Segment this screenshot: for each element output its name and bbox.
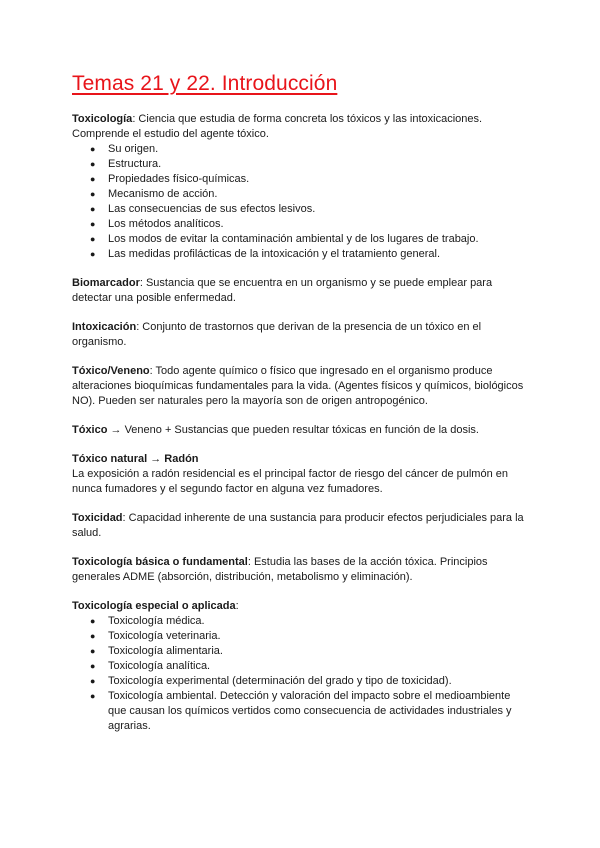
definition-toxicidad xyxy=(72,511,528,541)
definition-text: → Veneno + Sustancias que pueden resultar tóxicas en función de la dosis. xyxy=(107,424,479,436)
term-label: Toxicología básica o fundamental xyxy=(72,556,248,568)
definition-biomarcador xyxy=(72,276,528,306)
list-item: ● Las consecuencias de sus efectos lesivos. xyxy=(108,202,528,217)
term-label: Tóxico natural → Radón xyxy=(72,453,199,465)
list-item: ● Toxicología ambiental. Detección y valoración del impacto sobre el medioambiente que causan los químicos vertidos como consecuencia de actividades industriales y agrarias. xyxy=(108,689,528,734)
term-label: Tóxico/Veneno xyxy=(72,365,150,377)
term-label: Toxicidad xyxy=(72,512,123,524)
term-label: Toxicología especial o aplicada xyxy=(72,600,236,612)
definition-text: : Todo agente químico o físico que ingresado en el organismo produce alteraciones bioquímicas fundamentales para la vida. (Agentes físicos y químicos, biológicos NO). Pueden ser naturales pero la mayoría son de origen antropogénico. xyxy=(72,365,524,407)
definition-toxicologia xyxy=(72,112,528,142)
list-item: ● Mecanismo de acción. xyxy=(108,187,528,202)
definition-text: La exposición a radón residencial es el principal factor de riesgo del cáncer de pulmón en nunca fumadores y el segundo factor en alguna vez fumadores. xyxy=(72,468,508,495)
term-label: Toxicología xyxy=(72,113,133,125)
list-item: ● Los modos de evitar la contaminación ambiental y de los lugares de trabajo. xyxy=(108,232,528,247)
list-item: ● Su origen. xyxy=(108,142,528,157)
definition-text: : Conjunto de trastornos que derivan de la presencia de un tóxico en el organismo. xyxy=(72,321,482,348)
list-item: ● Propiedades físico-químicas. xyxy=(108,172,528,187)
term-label: Intoxicación xyxy=(72,321,137,333)
document-body xyxy=(72,112,528,748)
definition-text: : Ciencia que estudia de forma concreta los tóxicos y las intoxicaciones. Comprende el estudio del agente tóxico. xyxy=(72,113,483,140)
list-item: ● Estructura. xyxy=(108,157,528,172)
term-label: Tóxico xyxy=(72,424,108,436)
list-item: ● Toxicología médica. xyxy=(108,614,528,629)
definition-toxico xyxy=(72,423,528,438)
definition-intoxicacion xyxy=(72,320,528,350)
definition-text: : Sustancia que se encuentra en un organismo y se puede emplear para detectar una posible enfermedad. xyxy=(72,277,493,304)
toxicologia-especial-list xyxy=(72,614,528,734)
list-item: ● Toxicología veterinaria. xyxy=(108,629,528,644)
definition-text: : xyxy=(235,600,239,612)
definition-toxico-natural xyxy=(72,452,528,497)
list-item: ● Los métodos analíticos. xyxy=(108,217,528,232)
term-label: Biomarcador xyxy=(72,277,140,289)
document-title: Temas 21 y 22. Introducción xyxy=(72,72,338,95)
definition-toxicologia-basica xyxy=(72,555,528,585)
definition-toxicologia-especial xyxy=(72,599,528,614)
list-item: ● Las medidas profilácticas de la intoxicación y el tratamiento general. xyxy=(108,247,528,262)
list-item: ● Toxicología experimental (determinación del grado y tipo de toxicidad). xyxy=(108,674,528,689)
definition-text: : Estudia las bases de la acción tóxica. Principios generales ADME (absorción, distribución, metabolismo y eliminación). xyxy=(72,556,488,583)
toxicologia-study-list xyxy=(72,142,528,262)
list-item: ● Toxicología analítica. xyxy=(108,659,528,674)
definition-text: : Capacidad inherente de una sustancia para producir efectos perjudiciales para la salud. xyxy=(72,512,524,539)
list-item: ● Toxicología alimentaria. xyxy=(108,644,528,659)
definition-toxico-veneno xyxy=(72,364,528,409)
